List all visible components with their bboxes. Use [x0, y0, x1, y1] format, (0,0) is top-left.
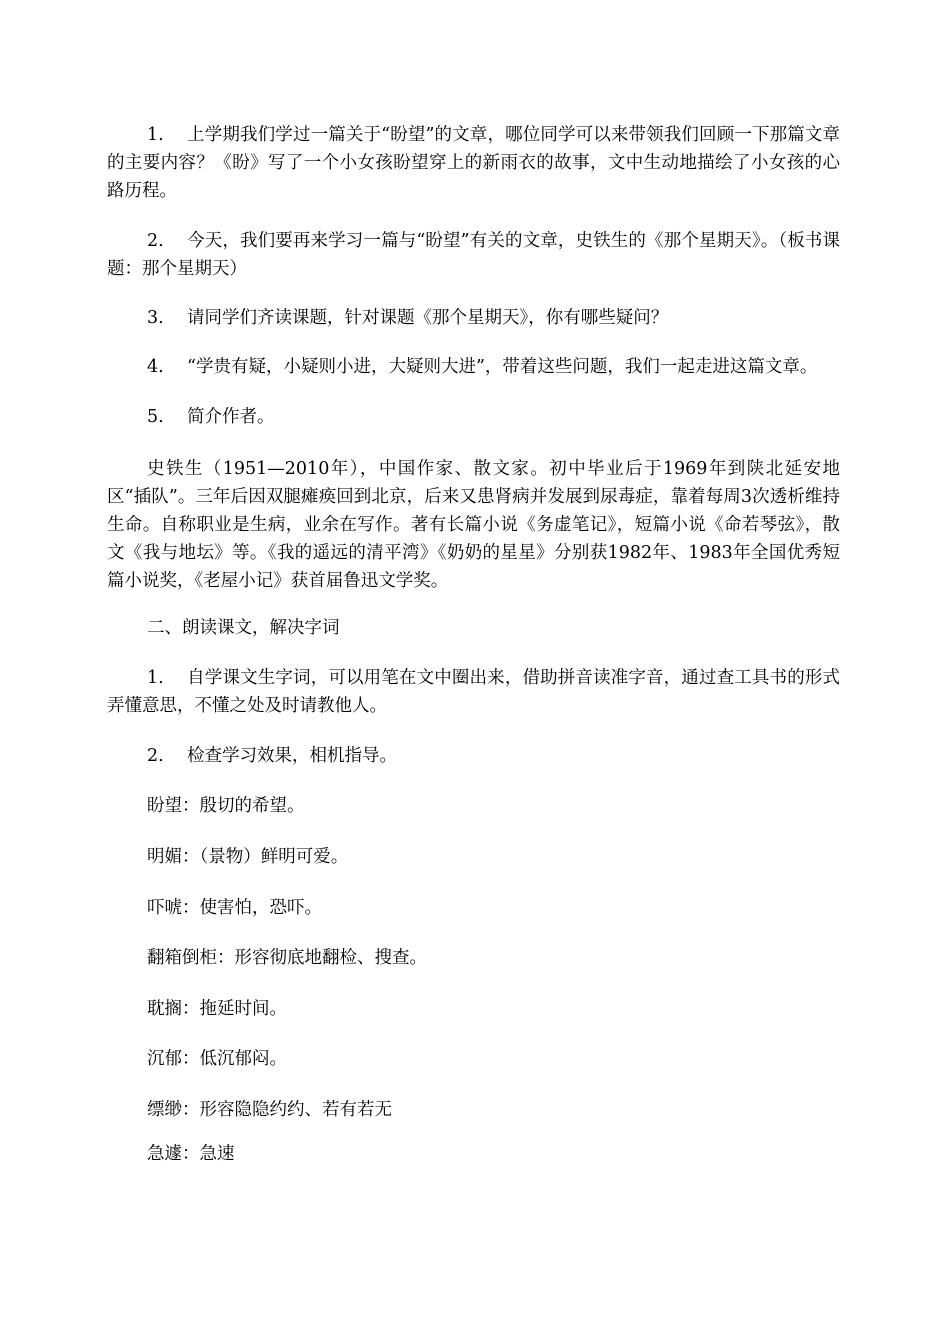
- item-text: 检查学习效果，相机指导。: [187, 746, 397, 766]
- vocab-entry: 缥缈：形容隐隐约约、若有若无: [147, 1100, 392, 1120]
- section-heading: 二、朗读课文，解决字词: [147, 618, 340, 638]
- paragraph-number: 2.: [147, 231, 164, 251]
- vocab-entry: 耽搁：拖延时间。: [147, 999, 287, 1019]
- paragraph-2: [107, 227, 840, 283]
- vocab-entry: 盼望：殷切的希望。: [147, 796, 305, 816]
- paragraph-number: 3.: [147, 308, 164, 328]
- paragraph-number: 4.: [147, 357, 164, 377]
- author-bio: 史铁生（1951—2010年），中国作家、散文家。初中毕业后于1969年到陕北延安地区“插队”。三年后因双腿瘫痪回到北京，后来又患肾病并发展到尿毒症，靠着每周3次透析维持生命。自称职业是生病，业余在写作。著有长篇小说《务虚笔记》，短篇小说《命若琴弦》，散文《我与地坛》等。《我的遥远的清平湾》《奶奶的星星》分别获1982年、1983年全国优秀短篇小说奖，《老屋小记》获首届鲁迅文学奖。: [107, 459, 840, 591]
- paragraph-text: 上学期我们学过一篇关于“盼望”的文章，哪位同学可以来带领我们回顾一下那篇文章的主要内容？《盼》写了一个小女孩盼望穿上的新雨衣的故事，文中生动地描绘了小女孩的心路历程。: [107, 125, 840, 201]
- vocab-entry: 翻箱倒柜：形容彻底地翻检、搜查。: [147, 948, 427, 968]
- vocab-entry: 吓唬：使害怕，恐吓。: [147, 898, 322, 918]
- section-item-2: [107, 742, 840, 770]
- item-number: 1.: [147, 668, 164, 688]
- paragraph-text: 请同学们齐读课题，针对课题《那个星期天》，你有哪些疑问？: [187, 308, 669, 328]
- item-number: 2.: [147, 746, 164, 766]
- paragraph-number: 5.: [147, 407, 164, 427]
- paragraph-3: [107, 304, 840, 332]
- section-item-1: [107, 664, 840, 720]
- paragraph-1: [107, 121, 840, 205]
- vocab-entry: 沉郁：低沉郁闷。: [147, 1049, 287, 1069]
- item-text: 自学课文生字词，可以用笔在文中圈出来，借助拼音读准字音，通过查工具书的形式弄懂意思，不懂之处及时请教他人。: [107, 668, 840, 716]
- vocab-entry: 急遽：急速: [147, 1144, 235, 1164]
- paragraph-text: “学贵有疑，小疑则小进，大疑则大进”，带着这些问题，我们一起走进这篇文章。: [187, 357, 818, 377]
- paragraph-text: 简介作者。: [187, 407, 275, 427]
- paragraph-4: [107, 353, 840, 381]
- paragraph-text: 今天，我们要再来学习一篇与“盼望”有关的文章，史铁生的《那个星期天》。（板书课题：那个星期天）: [107, 231, 840, 279]
- paragraph-number: 1.: [147, 125, 164, 145]
- vocab-entry: 明媚：（景物）鲜明可爱。: [147, 847, 349, 867]
- paragraph-5: [107, 403, 840, 431]
